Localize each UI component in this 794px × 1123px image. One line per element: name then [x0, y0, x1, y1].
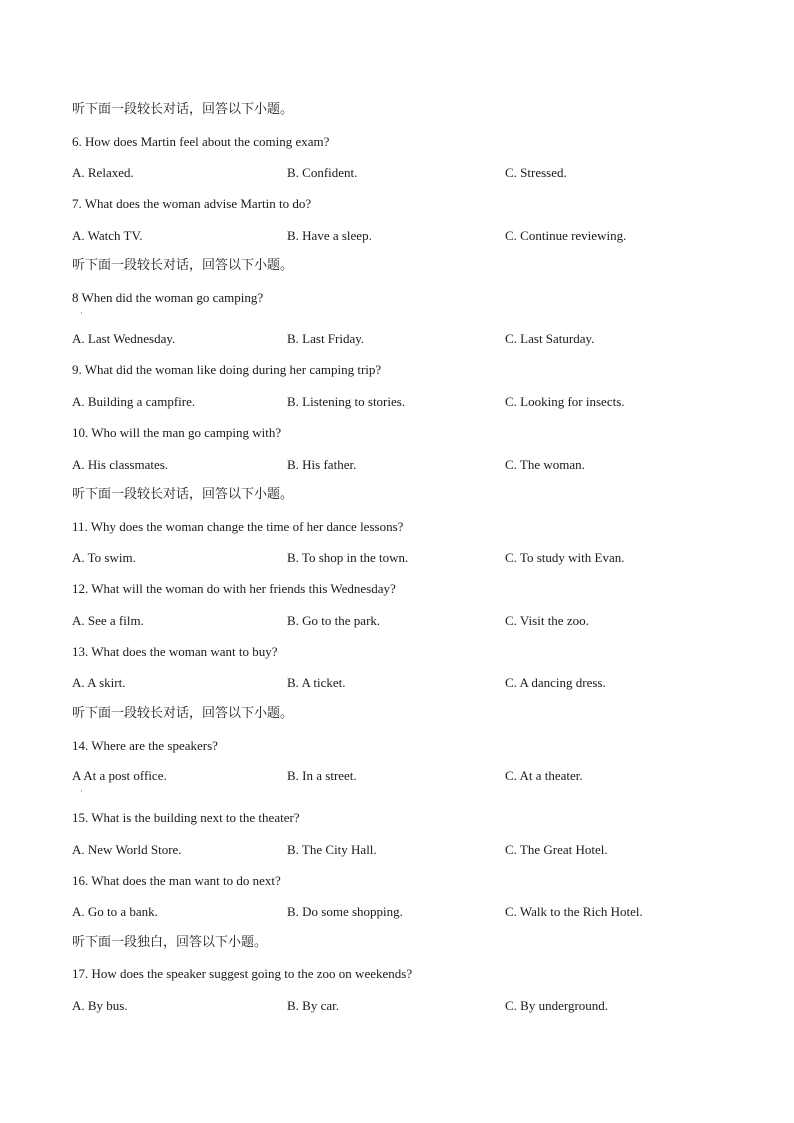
question-7-option-c[interactable]: C. Continue reviewing. [505, 228, 627, 243]
question-17-option-c[interactable]: C. By underground. [505, 998, 609, 1013]
question-15-stem: 15. What is the building next to the theater? [72, 810, 300, 825]
question-17-stem: 17. How does the speaker suggest going to the zoo on weekends? [72, 966, 413, 981]
section-instruction: 听下面一段较长对话，回答以下小题。 [72, 487, 294, 502]
section-instruction: 听下面一段较长对话，回答以下小题。 [72, 102, 294, 117]
question-10-stem: 10. Who will the man go camping with? [72, 425, 282, 440]
question-8-option-b[interactable]: B. Last Friday. [287, 331, 365, 346]
question-14-option-c[interactable]: C. At a theater. [505, 768, 583, 783]
question-10-option-c[interactable]: C. The woman. [505, 457, 585, 472]
question-15-option-c[interactable]: C. The Great Hotel. [505, 842, 608, 857]
question-17-option-a[interactable]: A. By bus. [72, 998, 128, 1013]
question-9-option-b[interactable]: B. Listening to stories. [287, 394, 406, 409]
question-8-option-a[interactable]: A. Last Wednesday. [72, 331, 176, 346]
section-instruction: 听下面一段较长对话，回答以下小题。 [72, 706, 294, 721]
question-10-option-b[interactable]: B. His father. [287, 457, 357, 472]
question-14-stem: 14. Where are the speakers? [72, 738, 218, 753]
stray-dot-mark: · [80, 786, 83, 796]
question-8-option-c[interactable]: C. Last Saturday. [505, 331, 595, 346]
question-11-option-a[interactable]: A. To swim. [72, 550, 136, 565]
question-13-option-b[interactable]: B. A ticket. [287, 675, 346, 690]
question-7-stem: 7. What does the woman advise Martin to do? [72, 196, 312, 211]
question-13-stem: 13. What does the woman want to buy? [72, 644, 278, 659]
question-11-option-c[interactable]: C. To study with Evan. [505, 550, 625, 565]
question-6-option-c[interactable]: C. Stressed. [505, 165, 567, 180]
question-12-option-a[interactable]: A. See a film. [72, 613, 144, 628]
question-7-option-b[interactable]: B. Have a sleep. [287, 228, 372, 243]
question-13-option-c[interactable]: C. A dancing dress. [505, 675, 606, 690]
question-6-option-a[interactable]: A. Relaxed. [72, 165, 134, 180]
question-9-option-c[interactable]: C. Looking for insects. [505, 394, 625, 409]
question-15-option-b[interactable]: B. The City Hall. [287, 842, 377, 857]
section-instruction: 听下面一段较长对话，回答以下小题。 [72, 258, 294, 273]
question-16-stem: 16. What does the man want to do next? [72, 873, 281, 888]
question-9-stem: 9. What did the woman like doing during her camping trip? [72, 362, 382, 377]
question-6-option-b[interactable]: B. Confident. [287, 165, 358, 180]
question-15-option-a[interactable]: A. New World Store. [72, 842, 182, 857]
question-16-option-c[interactable]: C. Walk to the Rich Hotel. [505, 904, 643, 919]
question-8-stem: 8 When did the woman go camping? [72, 290, 264, 305]
question-16-option-a[interactable]: A. Go to a bank. [72, 904, 158, 919]
question-14-option-b[interactable]: B. In a street. [287, 768, 357, 783]
question-6-stem: 6. How does Martin feel about the coming exam? [72, 134, 330, 149]
question-13-option-a[interactable]: A. A skirt. [72, 675, 126, 690]
question-12-option-b[interactable]: B. Go to the park. [287, 613, 381, 628]
question-11-stem: 11. Why does the woman change the time of her dance lessons? [72, 519, 404, 534]
question-17-option-b[interactable]: B. By car. [287, 998, 339, 1013]
question-16-option-b[interactable]: B. Do some shopping. [287, 904, 403, 919]
stray-dot-mark: · [80, 308, 83, 318]
question-14-option-a[interactable]: A At a post office. [72, 768, 167, 783]
question-9-option-a[interactable]: A. Building a campfire. [72, 394, 196, 409]
section-instruction: 听下面一段独白，回答以下小题。 [72, 935, 268, 950]
question-12-stem: 12. What will the woman do with her friends this Wednesday? [72, 581, 396, 596]
question-10-option-a[interactable]: A. His classmates. [72, 457, 169, 472]
question-11-option-b[interactable]: B. To shop in the town. [287, 550, 409, 565]
question-7-option-a[interactable]: A. Watch TV. [72, 228, 143, 243]
question-12-option-c[interactable]: C. Visit the zoo. [505, 613, 589, 628]
